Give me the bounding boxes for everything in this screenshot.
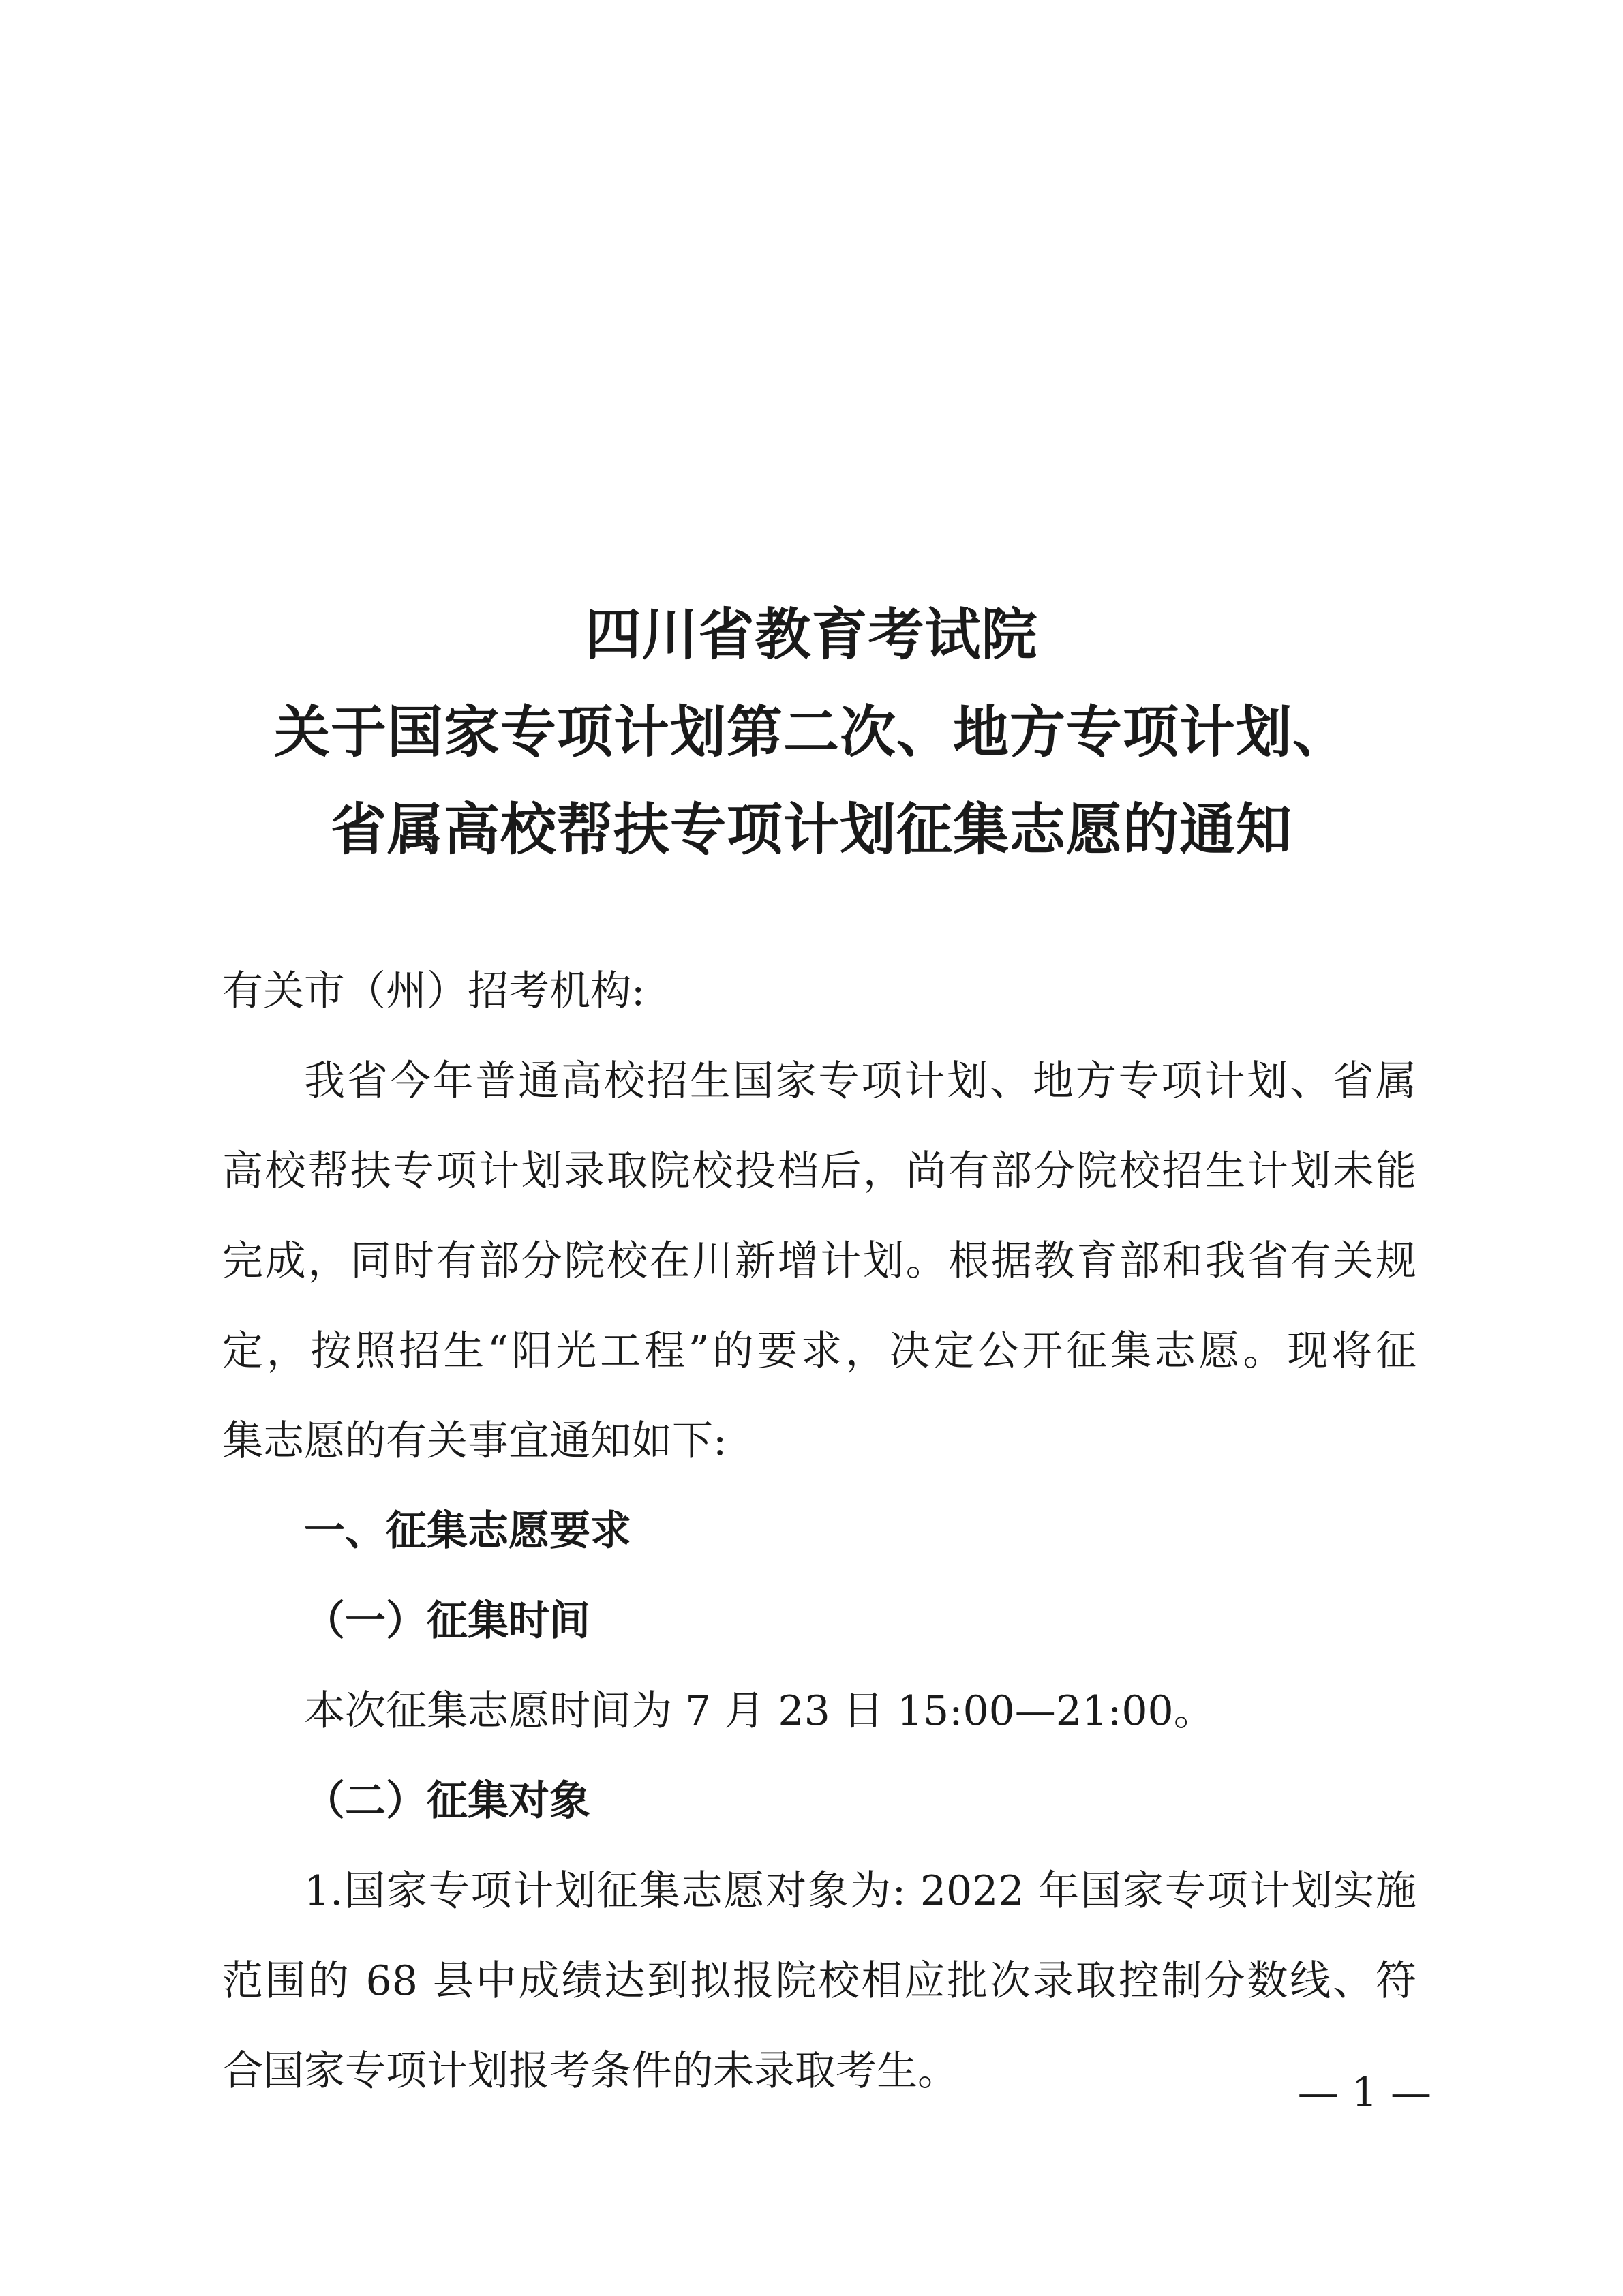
intro-line-5: 集志愿的有关事宜通知如下: bbox=[222, 1417, 727, 1465]
item-1-line-3: 合国家专项计划报考条件的未录取考生。 bbox=[222, 2047, 958, 2095]
subsection-1-heading: （一）征集时间 bbox=[304, 1597, 590, 1645]
salutation: 有关市（州）招考机构: bbox=[222, 967, 646, 1015]
document-body bbox=[222, 946, 1416, 2116]
intro-line-2: 高校帮扶专项计划录取院校投档后，尚有部分院校招生计划未能 bbox=[222, 1147, 1416, 1195]
title-line-1: 四川省教育考试院 bbox=[585, 603, 1038, 667]
subsection-2-heading: （二）征集对象 bbox=[304, 1777, 590, 1825]
title-line-3: 省属高校帮扶专项计划征集志愿的通知 bbox=[330, 798, 1292, 862]
title-line-2: 关于国家专项计划第二次、地方专项计划、 bbox=[273, 700, 1349, 765]
intro-line-3: 完成，同时有部分院校在川新增计划。根据教育部和我省有关规 bbox=[222, 1237, 1416, 1285]
item-1-line-2: 范围的 68 县中成绩达到拟报院校相应批次录取控制分数线、符 bbox=[222, 1957, 1416, 2005]
page-number: — 1 — bbox=[1297, 2069, 1431, 2117]
document-title bbox=[0, 586, 1623, 879]
intro-line-1: 我省今年普通高校招生国家专项计划、地方专项计划、省属 bbox=[304, 1057, 1416, 1105]
intro-line-4: 定，按照招生“阳光工程”的要求，决定公开征集志愿。现将征 bbox=[222, 1327, 1416, 1375]
section-1-heading: 一、征集志愿要求 bbox=[304, 1507, 631, 1555]
subsection-1-text: 本次征集志愿时间为 7 月 23 日 15:00—21:00。 bbox=[304, 1687, 1215, 1735]
item-1-line-1: 1.国家专项计划征集志愿对象为: 2022 年国家专项计划实施 bbox=[304, 1867, 1416, 1915]
